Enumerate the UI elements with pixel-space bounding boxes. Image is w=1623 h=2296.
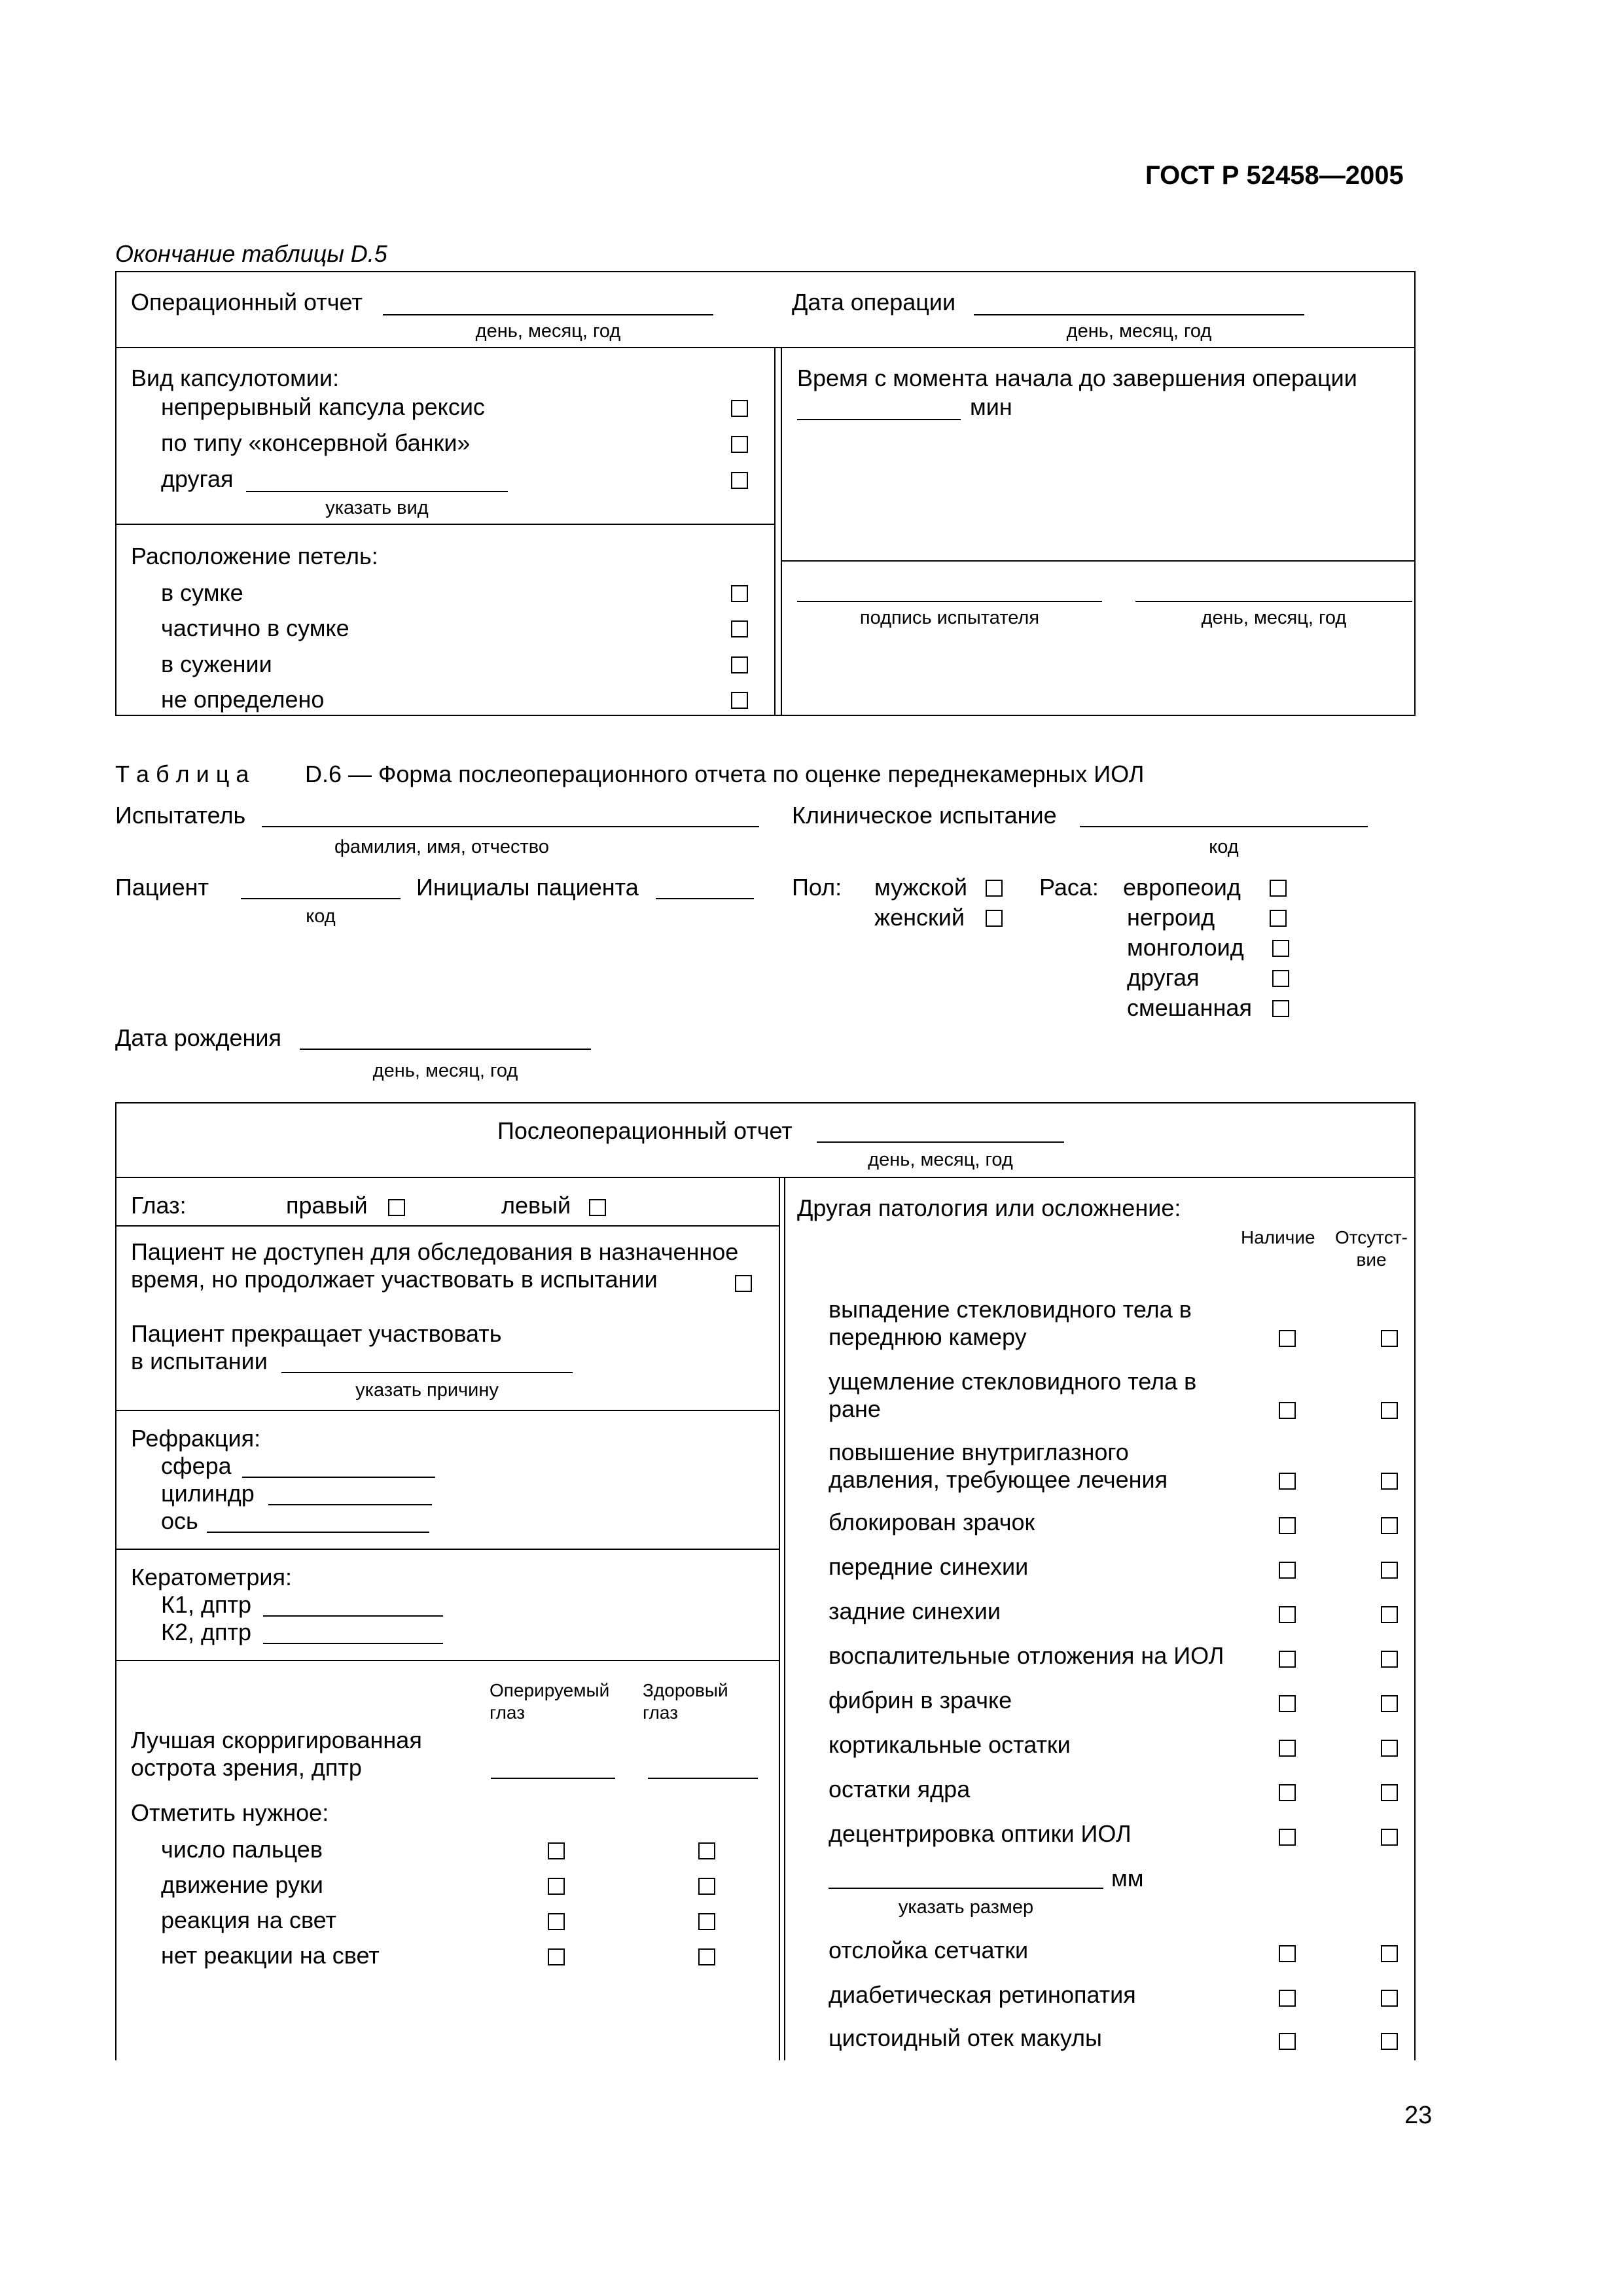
checkbox[interactable]: [548, 1878, 565, 1895]
checkbox[interactable]: [698, 1913, 715, 1930]
refraction-title: Рефракция:: [131, 1425, 261, 1452]
withdraw-reason-field[interactable]: [281, 1372, 573, 1373]
page-number: 23: [1404, 2102, 1433, 2129]
investigator-label: Испытатель: [115, 802, 246, 829]
trial-label: Клиническое испытание: [792, 802, 1057, 829]
complication-item: цистоидный отек макулы: [829, 2024, 1102, 2051]
checkbox-male[interactable]: [986, 880, 1003, 897]
divider: [115, 1102, 1416, 1103]
complication-item: блокирован зрачок: [829, 1509, 1035, 1535]
complication-item: децентрировка оптики ИОЛ: [829, 1820, 1132, 1847]
dmy-hint: день, месяц, год: [475, 321, 621, 342]
checkbox[interactable]: [1381, 1829, 1398, 1846]
withdraws-text: в испытании: [131, 1348, 268, 1374]
checkbox[interactable]: [1381, 1562, 1398, 1579]
checkbox[interactable]: [731, 656, 748, 673]
divider: [784, 1177, 785, 2060]
mm-unit: мм: [1111, 1865, 1144, 1892]
complication-item: повышение внутриглазного давления, требующее лечения: [829, 1439, 1168, 1493]
sphere-field[interactable]: [242, 1477, 435, 1478]
checkbox[interactable]: [1272, 970, 1289, 987]
capsulotomy-option: непрерывный капсула рексис: [161, 393, 485, 420]
checkbox[interactable]: [1381, 1473, 1398, 1490]
loops-option: в сумке: [161, 579, 243, 606]
checkbox[interactable]: [1381, 1945, 1398, 1962]
other-pathology-title: Другая патология или осложнение:: [797, 1194, 1181, 1221]
op-report-label: Операционный отчет: [131, 289, 363, 315]
complication-item: задние синехии: [829, 1598, 1001, 1624]
checkbox[interactable]: [1279, 1651, 1296, 1668]
refraction-item: ось: [161, 1507, 198, 1534]
checkbox[interactable]: [1381, 1990, 1398, 2007]
vision-item: реакция на свет: [161, 1907, 336, 1933]
patient-code-field[interactable]: [241, 898, 401, 899]
checkbox[interactable]: [1381, 2033, 1398, 2050]
axis-field[interactable]: [207, 1532, 429, 1533]
divider: [115, 1660, 780, 1661]
eye-label: Глаз:: [131, 1192, 187, 1219]
dmy-hint: день, месяц, год: [372, 1060, 518, 1081]
checkbox[interactable]: [1381, 1695, 1398, 1712]
divider: [115, 1225, 780, 1227]
loops-option: в сужении: [161, 651, 272, 677]
complication-item: воспалительные отложения на ИОЛ: [829, 1642, 1224, 1669]
duration-unit: мин: [970, 393, 1012, 420]
keratometry-item: К1, дптр: [161, 1591, 252, 1618]
op-report-date-field[interactable]: [383, 314, 713, 315]
checkbox[interactable]: [1270, 910, 1287, 927]
capsulotomy-title: Вид капсулотомии:: [131, 365, 340, 391]
capsulotomy-option: по типу «консервной банки»: [161, 429, 471, 456]
divider: [115, 524, 776, 525]
capsulotomy-other-field[interactable]: [246, 491, 508, 492]
checkbox[interactable]: [731, 692, 748, 709]
table-d6-title: D.6 — Форма послеоперационного отчета по оценке переднекамерных ИОЛ: [305, 761, 1145, 787]
vision-item: нет реакции на свет: [161, 1942, 380, 1969]
checkbox[interactable]: [548, 1842, 565, 1859]
checkbox[interactable]: [698, 1948, 715, 1965]
divider: [774, 347, 776, 716]
k1-field[interactable]: [263, 1615, 443, 1617]
race-option: монголоид: [1127, 934, 1244, 961]
refraction-item: сфера: [161, 1452, 232, 1479]
checkbox[interactable]: [1279, 1330, 1296, 1347]
checkbox[interactable]: [731, 472, 748, 489]
checkbox[interactable]: [1279, 2033, 1296, 2050]
sex-female: женский: [874, 904, 965, 931]
checkbox-female[interactable]: [986, 910, 1003, 927]
refraction-item: цилиндр: [161, 1480, 255, 1507]
signature-date-field[interactable]: [1135, 601, 1412, 602]
checkbox[interactable]: [1381, 1517, 1398, 1534]
complication-item: передние синехии: [829, 1553, 1029, 1580]
checkbox[interactable]: [1279, 1606, 1296, 1623]
loops-title: Расположение петель:: [131, 543, 378, 569]
checkbox[interactable]: [1270, 880, 1287, 897]
code-hint: код: [306, 906, 336, 927]
race-option: другая: [1127, 964, 1200, 991]
checkbox[interactable]: [1381, 1651, 1398, 1668]
birth-label: Дата рождения: [115, 1024, 281, 1051]
race-label: Раса:: [1039, 874, 1099, 901]
decentration-size-field[interactable]: [829, 1888, 1103, 1889]
code-hint: код: [1209, 836, 1239, 857]
sex-male: мужской: [874, 874, 967, 901]
vision-item: число пальцев: [161, 1836, 323, 1863]
size-hint: указать размер: [898, 1897, 1034, 1918]
checkbox[interactable]: [698, 1842, 715, 1859]
trial-field[interactable]: [1080, 826, 1368, 827]
race-option: смешанная: [1127, 994, 1252, 1021]
vision-item: движение руки: [161, 1871, 323, 1898]
duration-label: Время с момента начала до завершения операции: [797, 365, 1357, 391]
checkbox[interactable]: [731, 400, 748, 417]
checkbox[interactable]: [1279, 1473, 1296, 1490]
checkbox[interactable]: [698, 1878, 715, 1895]
keratometry-title: Кератометрия:: [131, 1564, 293, 1590]
checkbox[interactable]: [548, 1913, 565, 1930]
healthy-eye-header: Здоровый глаз: [643, 1680, 728, 1723]
fio-hint: фамилия, имя, отчество: [334, 836, 550, 857]
checkbox[interactable]: [1279, 1990, 1296, 2007]
dmy-hint: день, месяц, год: [1201, 607, 1347, 628]
not-available-text: Пациент не доступен для обследования в назначенное время, но продолжает участвовать в испытании: [131, 1238, 739, 1293]
divider: [781, 560, 1416, 562]
dmy-hint: день, месяц, год: [1066, 321, 1212, 342]
checkbox-left-eye[interactable]: [589, 1199, 606, 1216]
divider: [779, 1177, 780, 2060]
checkbox[interactable]: [735, 1275, 752, 1292]
race-option: негроид: [1127, 904, 1215, 931]
divider: [115, 1549, 780, 1550]
signature-hint: подпись испытателя: [859, 607, 1040, 628]
mark-label: Отметить нужное:: [131, 1799, 329, 1826]
absent-header: Отсутст-вие: [1335, 1227, 1408, 1270]
sex-label: Пол:: [792, 874, 842, 901]
checkbox[interactable]: [731, 620, 748, 637]
checkbox[interactable]: [1272, 940, 1289, 957]
checkbox[interactable]: [1272, 1000, 1289, 1017]
checkbox[interactable]: [1279, 1517, 1296, 1534]
divider: [115, 1102, 116, 2060]
checkbox[interactable]: [1279, 1695, 1296, 1712]
cylinder-field[interactable]: [268, 1504, 432, 1505]
complication-item: диабетическая ретинопатия: [829, 1981, 1136, 2008]
withdraws-text: Пациент прекращает участвовать: [131, 1320, 502, 1347]
divider: [115, 1177, 1416, 1178]
signature-field[interactable]: [797, 601, 1102, 602]
postop-date-field[interactable]: [817, 1141, 1064, 1143]
complication-item: фибрин в зрачке: [829, 1687, 1012, 1713]
keratometry-item: К2, дптр: [161, 1619, 252, 1645]
checkbox[interactable]: [1381, 1330, 1398, 1347]
patient-label: Пациент: [115, 874, 209, 901]
loops-option: не определено: [161, 686, 325, 713]
bcva-operated-field[interactable]: [491, 1778, 615, 1779]
checkbox[interactable]: [731, 436, 748, 453]
checkbox[interactable]: [1279, 1829, 1296, 1846]
specify-hint: указать вид: [325, 497, 429, 518]
initials-field[interactable]: [656, 898, 754, 899]
table-d5-caption: Окончание таблицы D.5: [115, 240, 387, 267]
checkbox[interactable]: [731, 585, 748, 602]
bcva-healthy-field[interactable]: [648, 1778, 758, 1779]
divider: [115, 347, 1416, 348]
birth-field[interactable]: [300, 1049, 591, 1050]
checkbox[interactable]: [1279, 1562, 1296, 1579]
checkbox[interactable]: [1279, 1784, 1296, 1801]
checkbox[interactable]: [1279, 1945, 1296, 1962]
capsulotomy-option: другая: [161, 465, 234, 492]
dmy-hint: день, месяц, год: [868, 1149, 1013, 1170]
complication-item: ущемление стекловидного тела в ране: [829, 1368, 1197, 1422]
op-date-field[interactable]: [974, 314, 1304, 315]
race-option: европеоид: [1123, 874, 1241, 901]
eye-left: левый: [501, 1192, 571, 1219]
initials-label: Инициалы пациента: [416, 874, 639, 901]
checkbox-right-eye[interactable]: [388, 1199, 405, 1216]
checkbox[interactable]: [1279, 1402, 1296, 1419]
checkbox[interactable]: [1381, 1606, 1398, 1623]
checkbox[interactable]: [1279, 1740, 1296, 1757]
postop-label: Послеоперационный отчет: [497, 1117, 793, 1144]
complication-item: кортикальные остатки: [829, 1731, 1071, 1758]
op-date-label: Дата операции: [792, 289, 956, 315]
eye-right: правый: [286, 1192, 368, 1219]
checkbox[interactable]: [1381, 1740, 1398, 1757]
checkbox[interactable]: [1381, 1784, 1398, 1801]
loops-option: частично в сумке: [161, 615, 349, 641]
complication-item: остатки ядра: [829, 1776, 971, 1803]
checkbox[interactable]: [1381, 1402, 1398, 1419]
complication-item: отслойка сетчатки: [829, 1937, 1029, 1964]
duration-field[interactable]: [797, 419, 961, 420]
table-d6-label: Т а б л и ц а: [115, 761, 249, 787]
reason-hint: указать причину: [355, 1380, 499, 1401]
divider: [115, 1410, 780, 1411]
divider: [1414, 1102, 1416, 2060]
standard-number: ГОСТ Р 52458—2005: [1145, 161, 1404, 190]
operated-eye-header: Оперируемый глаз: [490, 1680, 610, 1723]
divider: [781, 347, 782, 716]
complication-item: выпадение стекловидного тела в переднюю камеру: [829, 1296, 1192, 1350]
investigator-field[interactable]: [262, 826, 759, 827]
checkbox[interactable]: [548, 1948, 565, 1965]
k2-field[interactable]: [263, 1643, 443, 1644]
present-header: Наличие: [1241, 1227, 1315, 1247]
bcva-label: Лучшая скорригированная острота зрения, дптр: [131, 1727, 422, 1781]
